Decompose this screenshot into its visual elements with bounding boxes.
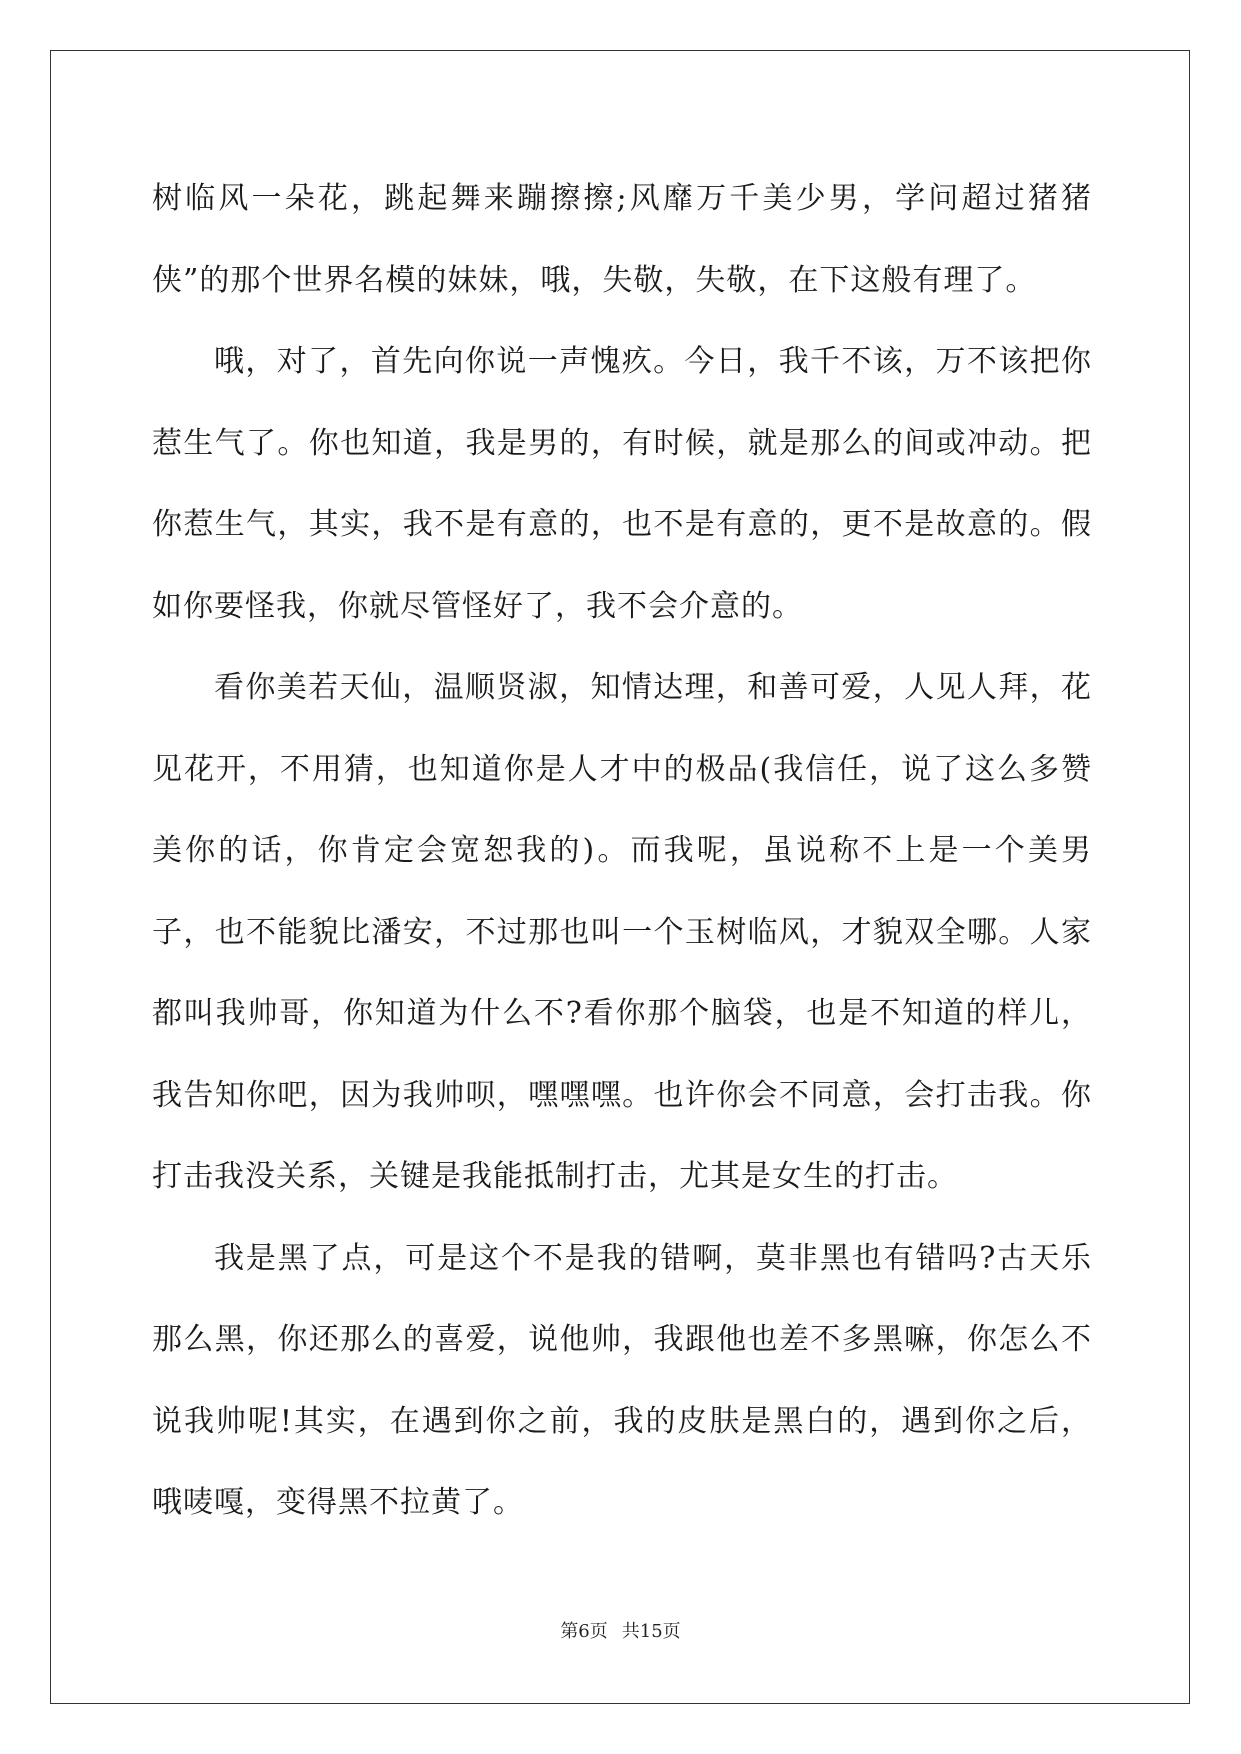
paragraph-3: 看你美若天仙，温顺贤淑，知情达理，和善可爱，人见人拜，花见花开，不用猜，也知道你是人才中的极品(我信任，说了这么多赞美你的话，你肯定会宽恕我的)。而我呢，虽说称不上是一个美男子，也不能貌比潘安，不过那也叫一个玉树临风，才貌双全哪。人家都叫我帅哥，你知道为什么不?看你那个脑袋，也是不知道的样儿，我告知你吧，因为我帅呗，嘿嘿嘿。也许你会不同意，会打击我。你打击我没关系，关键是我能抵制打击，尤其是女生的打击。 [152, 670, 1092, 1194]
page-number: 第6页 [560, 1621, 608, 1642]
document-body [152, 158, 1092, 1544]
paragraph-4: 我是黑了点，可是这个不是我的错啊，莫非黑也有错吗?古天乐那么黑，你还那么的喜爱，说他帅，我跟他也差不多黑嘛，你怎么不说我帅呢!其实，在遇到你之前，我的皮肤是黑白的，遇到你之后，哦唛嘎，变得黑不拉黄了。 [152, 1240, 1092, 1520]
page-total: 共15页 [621, 1621, 681, 1642]
page-footer [0, 1620, 1241, 1644]
paragraph-1: 树临风一朵花，跳起舞来蹦擦擦;风靡万千美少男，学问超过猪猪侠”的那个世界名模的妹妹，哦，失敬，失敬，在下这般有理了。 [152, 181, 1092, 298]
paragraph-2: 哦，对了，首先向你说一声愧疚。今日，我千不该，万不该把你惹生气了。你也知道，我是男的，有时候，就是那么的间或冲动。把你惹生气，其实，我不是有意的，也不是有意的，更不是故意的。假如你要怪我，你就尽管怪好了，我不会介意的。 [152, 344, 1092, 624]
